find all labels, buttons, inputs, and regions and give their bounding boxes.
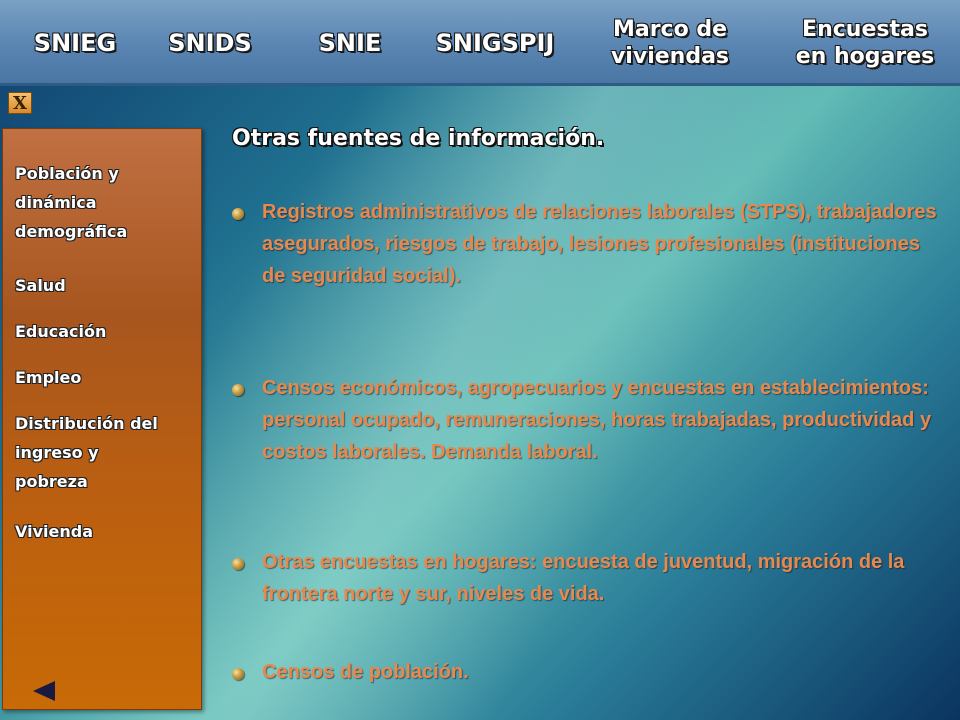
list-item — [232, 372, 942, 468]
sidebar-item-educacion-label: Educación — [15, 322, 107, 341]
nav-marco-line1: Marco de — [612, 16, 728, 42]
sidebar-item-distribucion-line2: ingreso y — [15, 443, 99, 462]
nav-snids-label: SNIDS — [168, 29, 252, 57]
back-arrow-icon[interactable] — [33, 681, 55, 701]
sidebar-item-vivienda-label: Vivienda — [15, 522, 93, 541]
nav-encuestas-hogares[interactable] — [775, 0, 955, 86]
bullet-text: Registros administrativos de relaciones laborales (STPS), trabajadores asegurados, riesgos de trabajo, lesiones profesionales (instituciones de seguridad social). — [262, 201, 937, 287]
sidebar-item-educacion[interactable] — [15, 317, 195, 346]
nav-snieg-label: SNIEG — [33, 29, 117, 57]
bullet-icon — [232, 208, 244, 220]
sidebar-item-salud[interactable] — [15, 271, 195, 300]
sidebar-item-distribucion[interactable] — [15, 409, 195, 496]
bullet-text: Censos de población. — [262, 661, 469, 683]
close-button[interactable] — [8, 92, 32, 114]
nav-snigspij[interactable] — [420, 0, 570, 86]
list-item — [232, 656, 942, 688]
sidebar-item-poblacion-line3: demográfica — [15, 222, 128, 241]
sidebar-item-salud-label: Salud — [15, 276, 66, 295]
nav-encuestas-line1: Encuestas — [802, 16, 928, 42]
sidebar-item-empleo[interactable] — [15, 363, 195, 392]
bullet-icon — [232, 668, 244, 680]
sidebar-item-vivienda[interactable] — [15, 517, 195, 546]
nav-snie-label: SNIE — [318, 29, 382, 57]
list-item — [232, 196, 942, 292]
nav-snieg[interactable] — [10, 0, 140, 86]
nav-encuestas-line2: en hogares — [795, 44, 935, 69]
list-item — [232, 546, 942, 610]
top-navigation — [0, 0, 960, 86]
nav-snigspij-label: SNIGSPIJ — [435, 29, 555, 57]
bullet-text: Otras encuestas en hogares: encuesta de juventud, migración de la frontera norte y sur, niveles de vida. — [262, 551, 905, 605]
sidebar-item-poblacion-line1: Población y — [15, 164, 119, 183]
nav-snids[interactable] — [150, 0, 270, 86]
sidebar-item-empleo-label: Empleo — [15, 368, 82, 387]
close-icon: X — [13, 92, 27, 114]
sidebar-item-poblacion[interactable] — [15, 159, 195, 246]
page-title: Otras fuentes de información. — [232, 126, 605, 151]
nav-snie[interactable] — [295, 0, 405, 86]
sidebar-item-distribucion-line3: pobreza — [15, 472, 88, 491]
sidebar — [2, 128, 202, 710]
sidebar-item-distribucion-line1: Distribución del — [15, 414, 158, 433]
nav-marco-line2: viviendas — [610, 44, 730, 69]
bullet-icon — [232, 558, 244, 570]
bullet-text: Censos económicos, agropecuarios y encuestas en establecimientos: personal ocupado, remuneraciones, horas trabajadas, productividad y costos laborales. Demanda laboral. — [262, 377, 932, 463]
nav-marco-viviendas[interactable] — [585, 0, 755, 86]
bullet-icon — [232, 384, 244, 396]
sidebar-item-poblacion-line2: dinámica — [15, 193, 97, 212]
